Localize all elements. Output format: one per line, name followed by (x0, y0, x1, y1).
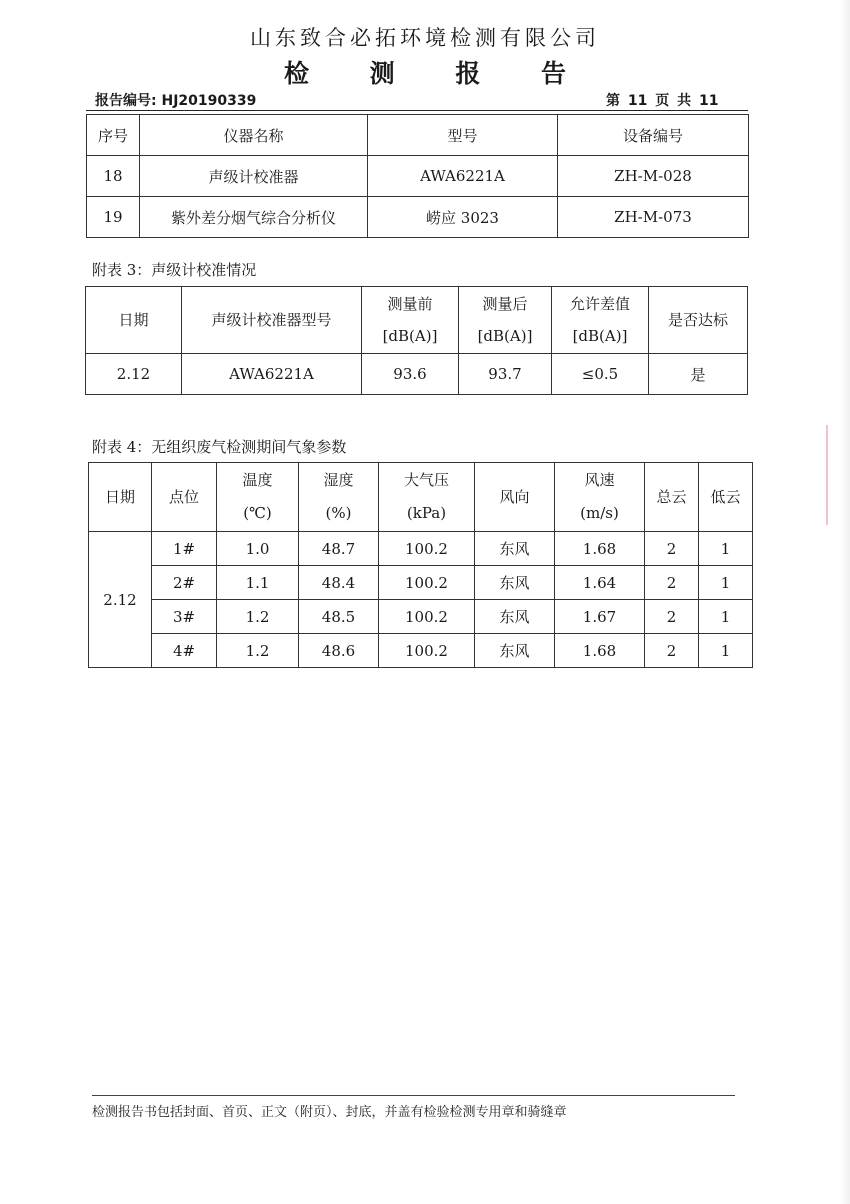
table-cell: 1.2 (217, 600, 299, 634)
calibration-caption: 附表 3：声级计校准情况 (92, 261, 257, 279)
header-before-label: 测量前 (387, 295, 433, 313)
table-cell: 1.1 (217, 566, 299, 600)
header-before-unit: [dB(A)] (382, 327, 438, 345)
weather-caption: 附表 4：无组织废气检测期间气象参数 (92, 438, 347, 456)
table-row (89, 566, 753, 600)
table-cell: 声级计校准器 (140, 156, 368, 197)
header-seq: 序号 (87, 115, 140, 156)
header-wind-direction: 风向 (475, 463, 555, 532)
table-cell: 1 (699, 634, 753, 668)
footer-divider (92, 1095, 735, 1096)
calibration-table (85, 286, 748, 395)
table-cell: 1.68 (555, 634, 645, 668)
table-row (89, 634, 753, 668)
table-cell: 19 (87, 197, 140, 238)
header-allowed-label: 允许差值 (569, 295, 630, 313)
header-allowed-diff (552, 287, 649, 354)
page-edge-shadow (840, 0, 850, 1204)
header-humidity-label: 湿度 (323, 471, 354, 489)
table-cell: 崂应 3023 (368, 197, 558, 238)
table-row (87, 197, 749, 238)
table-cell: 紫外差分烟气综合分析仪 (140, 197, 368, 238)
table-cell: 1.2 (217, 634, 299, 668)
header-model: 型号 (368, 115, 558, 156)
header-pressure-unit: (kPa) (406, 504, 447, 522)
table-cell: 100.2 (379, 600, 475, 634)
header-wind-speed-label: 风速 (584, 471, 615, 489)
table-cell: 1.67 (555, 600, 645, 634)
table-cell: 2 (645, 532, 699, 566)
table-cell: 48.4 (299, 566, 379, 600)
table-cell: 48.7 (299, 532, 379, 566)
table-cell: 东风 (475, 532, 555, 566)
header-after-label: 测量后 (482, 295, 528, 313)
date-cell: 2.12 (89, 532, 152, 668)
table-row (89, 600, 753, 634)
company-name: 山东致合必拓环境检测有限公司 (250, 26, 600, 50)
table-cell: 2# (152, 566, 217, 600)
table-row (87, 156, 749, 197)
header-pressure-label: 大气压 (403, 471, 449, 489)
weather-table (88, 462, 753, 668)
header-humidity (299, 463, 379, 532)
table-cell: 2 (645, 566, 699, 600)
header-wind-speed (555, 463, 645, 532)
table-cell: 100.2 (379, 634, 475, 668)
table-cell: 1.68 (555, 532, 645, 566)
table-cell: 1 (699, 566, 753, 600)
table-header-row (86, 287, 748, 354)
header-after (459, 287, 552, 354)
table-header-row (89, 463, 753, 532)
table-cell: 100.2 (379, 566, 475, 600)
table-cell: 东风 (475, 566, 555, 600)
table-cell: 93.7 (459, 354, 552, 395)
page-indicator: 第 11 页 共 11 (606, 93, 719, 109)
report-number: 报告编号: HJ20190339 (95, 93, 257, 109)
table-cell: ZH-M-073 (558, 197, 749, 238)
header-temp-unit: (℃) (243, 504, 272, 522)
header-pass: 是否达标 (649, 287, 748, 354)
table-row (89, 532, 753, 566)
instrument-table (86, 114, 749, 238)
header-point: 点位 (152, 463, 217, 532)
table-cell: ≤0.5 (552, 354, 649, 395)
table-cell: 东风 (475, 634, 555, 668)
header-total-cloud: 总云 (645, 463, 699, 532)
table-cell: 48.6 (299, 634, 379, 668)
header-temperature (217, 463, 299, 532)
header-low-cloud: 低云 (699, 463, 753, 532)
table-cell: 2 (645, 600, 699, 634)
table-cell: 100.2 (379, 532, 475, 566)
table-cell: 1.0 (217, 532, 299, 566)
table-cell: 3# (152, 600, 217, 634)
header-wind-speed-unit: (m/s) (580, 504, 619, 522)
report-title: 检 测 报 告 (283, 59, 593, 88)
table-cell: 18 (87, 156, 140, 197)
table-row (86, 354, 748, 395)
header-allowed-unit: [dB(A)] (572, 327, 628, 345)
table-cell: 是 (649, 354, 748, 395)
table-cell: ZH-M-028 (558, 156, 749, 197)
table-cell: 2 (645, 634, 699, 668)
table-cell: 4# (152, 634, 217, 668)
table-cell: 1.64 (555, 566, 645, 600)
table-cell: AWA6221A (368, 156, 558, 197)
table-cell: 1# (152, 532, 217, 566)
table-cell: 东风 (475, 600, 555, 634)
header-pressure (379, 463, 475, 532)
footer-note: 检测报告书包括封面、首页、正文（附页）、封底，并盖有检验检测专用章和骑缝章 (92, 1105, 567, 1120)
table-header-row (87, 115, 749, 156)
header-calibrator-model: 声级计校准器型号 (182, 287, 362, 354)
table-cell: 2.12 (86, 354, 182, 395)
header-humidity-unit: (%) (325, 504, 352, 522)
table-cell: 1 (699, 600, 753, 634)
header-device-no: 设备编号 (558, 115, 749, 156)
header-date: 日期 (89, 463, 152, 532)
table-cell: AWA6221A (182, 354, 362, 395)
header-instrument-name: 仪器名称 (140, 115, 368, 156)
header-date: 日期 (86, 287, 182, 354)
header-divider (86, 110, 748, 111)
table-cell: 1 (699, 532, 753, 566)
table-cell: 48.5 (299, 600, 379, 634)
header-after-unit: [dB(A)] (477, 327, 533, 345)
table-cell: 93.6 (362, 354, 459, 395)
header-before (362, 287, 459, 354)
header-temp-label: 温度 (242, 471, 273, 489)
